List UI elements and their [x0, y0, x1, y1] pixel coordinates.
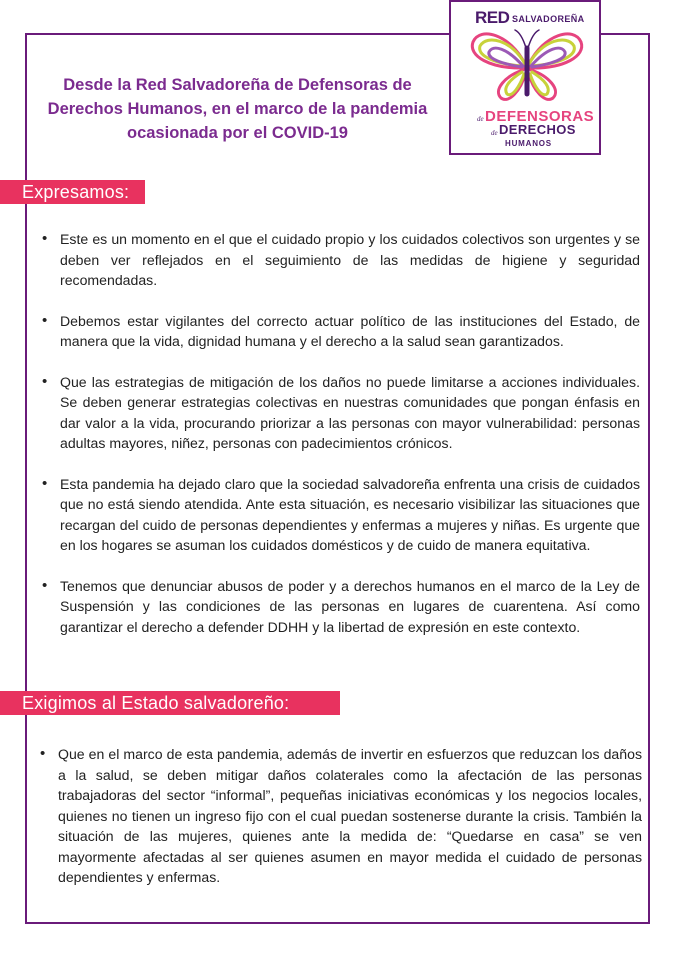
list-item: • Esta pandemia ha dejado claro que la sociedad salvadoreña enfrenta una crisis de cuidados que no está siendo atendida. Ante esta situación, es necesario visibilizar las situaciones que recargan del cuido de personas dependientes y enfermas a mujeres y niñas. Es urgente que en los hogares se asuman los cuidados domésticos y de cuido de manera equitativa.	[42, 474, 640, 556]
logo-de-text-2: de	[491, 129, 498, 137]
list-item: • Debemos estar vigilantes del correcto actuar político de las instituciones del Estado, de manera que la vida, dignidad humana y el derecho a la salud sean garantizados.	[42, 311, 640, 352]
exigimos-list	[40, 744, 642, 908]
logo-derechos-text: DERECHOS	[499, 122, 576, 137]
logo-salvadorena-text: SALVADOREÑA	[512, 14, 585, 24]
butterfly-icon	[465, 24, 589, 108]
list-item: • Que en el marco de esta pandemia, además de invertir en esfuerzos que reduzcan los daños a la salud, se deben mitigar daños colaterales como la afectación de las personas trabajadoras del sector “informal”, pequeñas iniciativas económicas y los negocios locales, quienes no tienen un ingreso fijo con el cual puedan sostenerse durante la crisis. También la situación de las mujeres, quienes ante la medida de: “Quedarse en casa” se ven mayormente afectadas al ser quienes asumen en mayor medida el cuidado de personas dependientes y enfermas.	[40, 744, 642, 888]
logo-defensoras-text: DEFENSORAS	[485, 108, 595, 125]
logo-humanos-text: HUMANOS	[505, 139, 552, 148]
logo-de-text: de	[477, 115, 484, 123]
section-title-expresamos: Expresamos:	[0, 180, 145, 204]
organization-logo	[449, 0, 601, 155]
logo-red-text: RED	[475, 8, 510, 27]
intro-heading: Desde la Red Salvadoreña de Defensoras de Derechos Humanos, en el marco de la pandemia ocasionada por el COVID-19	[47, 76, 428, 142]
expresamos-list	[42, 229, 640, 657]
list-item: • Este es un momento en el que el cuidado propio y los cuidados colectivos son urgentes y se deben ver reflejados en el seguimiento de las medidas de higiene y seguridad recomendadas.	[42, 229, 640, 291]
section-title-exigimos: Exigimos al Estado salvadoreño:	[0, 691, 340, 715]
list-item: • Tenemos que denunciar abusos de poder y a derechos humanos en el marco de la Ley de Suspensión y las condiciones de las personas en lugares de cuarentena. Así como garantizar el derecho a defender DDHH y la libertad de expresión en este contexto.	[42, 576, 640, 638]
list-item: • Que las estrategias de mitigación de los daños no puede limitarse a acciones individuales. Se deben generar estrategias colectivas en nuestras comunidades que pongan énfasis en dar valor a la vida, procurando priorizar a las personas con mayor vulnerabilidad: personas adultas mayores, niñez, personas con padecimientos crónicos.	[42, 372, 640, 454]
